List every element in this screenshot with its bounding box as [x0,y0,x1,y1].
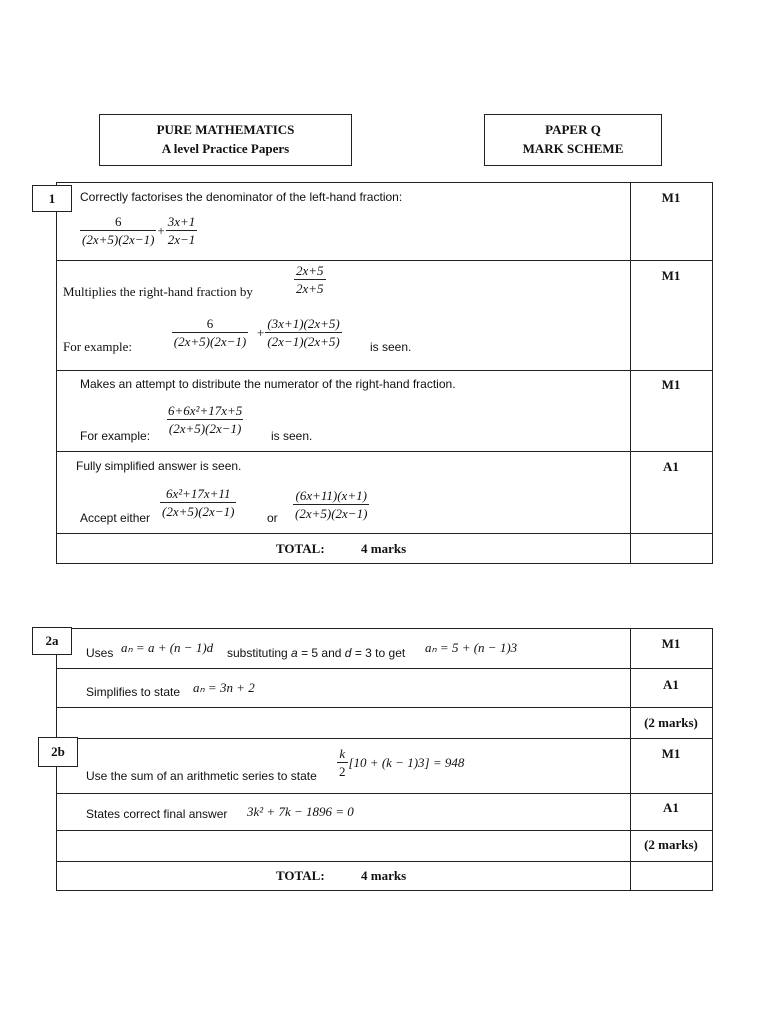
q1-row3-example-label: For example: [80,429,151,443]
q1-row3-expression [166,403,244,436]
paper-subject: PURE MATHEMATICS [156,122,295,137]
q2-row-divider [56,861,713,862]
paper-title-box [99,114,352,166]
q2b-text: Use the sum of an arithmetic series to state [86,769,317,783]
question-2a-label: 2a [32,627,72,655]
q2-row-divider [56,668,713,669]
q2a-sub-text-2: = 5 and [301,646,342,660]
q2a-substituting [227,646,405,660]
q2-total-label: TOTAL: [276,868,325,883]
q2-row-divider [56,793,713,794]
q1-row4-accept: Accept either [80,511,151,525]
q2a-result: aₙ = 5 + (n − 1)3 [425,640,518,655]
q2b-final-answer: 3k² + 7k − 1896 = 0 [247,804,354,819]
q2b-final-text: States correct final answer [86,807,228,821]
q1-row2-seen: is seen. [370,340,412,354]
q2a-sub-a: a [291,646,298,660]
q2b-row1-mark: M1 [661,746,681,761]
q2-row-divider [56,707,713,708]
q1-row2-mark: M1 [661,268,681,283]
fraction: $\frac{\text{6x²+17x+11}}{(2x+5)(2x-1)}$ [162,486,235,519]
q1-row3-mark: M1 [661,377,681,392]
q1-row3-text: Makes an attempt to distribute the numerator of the right-hand fraction. [80,377,456,391]
question-1-label: 1 [32,185,72,212]
q2b-row2-mark: A1 [663,800,679,815]
q1-row4-answer-1 [160,486,236,519]
q2-row-divider [56,738,713,739]
q1-row-divider [56,260,713,261]
q1-total-label: TOTAL: [276,541,325,556]
fraction: $\frac{k}{2}$ [339,746,346,779]
q2a-simplified-result: aₙ = 3n + 2 [193,680,255,695]
q1-row1-text: Correctly factorises the denominator of the left-hand fraction: [80,190,403,204]
q2-row-divider [56,830,713,831]
q1-row-divider [56,451,713,452]
q2a-sub-text-3: = 3 to get [354,646,406,660]
fraction: $\frac{\text{6+6x²+17x+5}}{(2x+5)(2x-1)}$ [168,403,243,436]
fraction: $\frac{2x+5}{2x+5}$ [296,263,324,296]
fraction: $\frac{(6x+11)(x+1)}{(2x+5)(2x-1)}$ [295,488,368,521]
q2a-uses: Uses [86,646,114,660]
fraction: $\frac{(3x+1)(2x+5)}{(2x-1)(2x+5)}$ [267,316,340,349]
paper-level: A level Practice Papers [161,141,290,156]
fraction: $\frac{3x+1}{2x-1}$ [167,214,196,247]
mark-scheme-title: MARK SCHEME [522,141,624,156]
fraction: $\frac{6}{(2x+5)(2x-1)}$ [82,214,155,247]
mark-scheme-box [484,114,662,166]
q1-row2-multiplier [294,263,326,296]
question-2b-label: 2b [38,737,78,767]
q2b-expression: $\frac{k}{2}$ [10 + (k − 1)3] = 948 [339,746,465,779]
q2a-subtotal: (2 marks) [644,715,698,730]
q1-row4-mark: A1 [663,459,679,474]
q1-mark-column-divider [630,182,631,564]
fraction: $\frac{6}{(2x+5)(2x-1)}$ [173,316,247,349]
q1-row1-expression: $\frac{6}{(2x+5)(2x-1)}$ + $\frac{3x+1}{2x-1}$ [82,214,196,247]
q2a-row1-mark: M1 [661,636,681,651]
q1-row2-text: Multiplies the right-hand fraction by [63,284,253,299]
q2a-sub-d: d [344,646,352,660]
q1-row-divider [56,533,713,534]
q1-total-value: 4 marks [361,541,407,556]
q1-row3-seen: is seen. [271,429,313,443]
q2-total-value: 4 marks [361,868,407,883]
q1-row4-or: or [267,511,278,525]
q2a-sub-text-1: substituting [227,646,288,660]
q1-row4-answer-2 [293,488,369,521]
q2a-row2-mark: A1 [663,677,679,692]
paper-code: PAPER Q [545,122,601,137]
q1-row-divider [56,370,713,371]
q2a-simplifies: Simplifies to state [86,685,181,699]
q1-row2-expression: $\frac{6}{(2x+5)(2x-1)}$ + $\frac{(3x+1)(2x+5)}{(2x-1)(2x+5)}$ [164,316,342,349]
q1-row1-mark: M1 [661,190,681,205]
q2b-subtotal: (2 marks) [644,837,698,852]
q1-row2-example-label: For example: [63,339,132,354]
q2a-formula: aₙ = a + (n − 1)d [121,640,214,655]
q1-row4-text: Fully simplified answer is seen. [76,459,242,473]
